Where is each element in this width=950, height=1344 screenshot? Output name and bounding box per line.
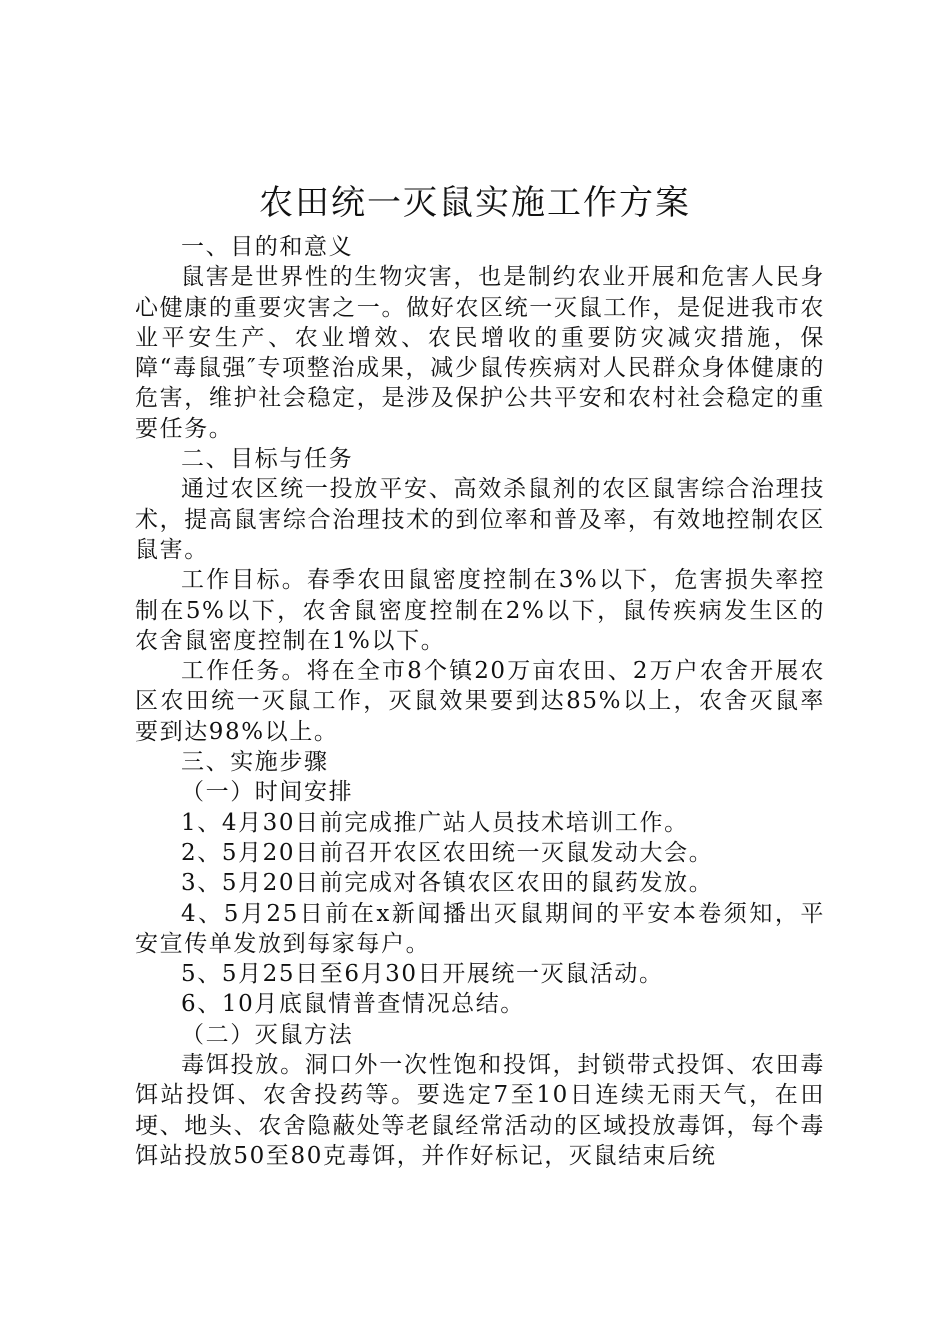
schedule-item: 2、5月20日前召开农区农田统一灭鼠发动大会。 (181, 839, 714, 866)
paragraph-bait-placement: 毒饵投放。洞口外一次性饱和投饵，封锁带式投饵、农田毒饵站投饵、农舍投药等。要选定7至10日连续无雨天气，在田埂、地头、农舍隐蔽处等老鼠经常活动的区域投放毒饵，每个毒饵站投放50至80克毒饵，并作好标记，灭鼠结束后统 (135, 1052, 825, 1169)
paragraph-work-targets: 工作目标。春季农田鼠密度控制在3%以下，危害损失率控制在5%以下，农舍鼠密度控制在2%以下，鼠传疾病发生区的农舍鼠密度控制在1%以下。 (135, 567, 825, 654)
document-title: 农田统一灭鼠实施工作方案 (259, 183, 691, 223)
subheading-methods: （二）灭鼠方法 (181, 1021, 354, 1048)
schedule-item: 3、5月20日前完成对各镇农区农田的鼠药发放。 (181, 870, 714, 897)
schedule-item: 4、5月25日前在x新闻播出灭鼠期间的平安本卷须知，平安宣传单发放到每家每户。 (135, 900, 825, 957)
subheading-schedule: （一）时间安排 (181, 779, 354, 806)
paragraph-purpose: 鼠害是世界性的生物灾害，也是制约农业开展和危害人民身心健康的重要灾害之一。做好农区统一灭鼠工作，是促进我市农业平安生产、农业增效、农民增收的重要防灾减灾措施，保障“毒鼠强″专项整治成果，减少鼠传疾病对人民群众身体健康的危害，维护社会稳定，是涉及保护公共平安和农村社会稳定的重要任务。 (135, 264, 825, 442)
paragraph-work-tasks: 工作任务。将在全市8个镇20万亩农田、2万户农舍开展农区农田统一灭鼠工作，灭鼠效果要到达85%以上，农舍灭鼠率要到达98%以上。 (135, 658, 825, 745)
heading-purpose: 一、目的和意义 (181, 234, 354, 260)
schedule-item: 5、5月25日至6月30日开展统一灭鼠活动。 (181, 961, 664, 988)
schedule-item: 1、4月30日前完成推广站人员技术培训工作。 (181, 809, 689, 836)
paragraph-goals: 通过农区统一投放平安、高效杀鼠剂的农区鼠害综合治理技术，提高鼠害综合治理技术的到位率和普及率，有效地控制农区鼠害。 (135, 476, 825, 563)
schedule-item: 6、10月底鼠情普查情况总结。 (181, 991, 525, 1018)
heading-goals: 二、目标与任务 (181, 446, 354, 473)
document-body (135, 232, 825, 1171)
heading-steps: 三、实施步骤 (181, 749, 329, 776)
